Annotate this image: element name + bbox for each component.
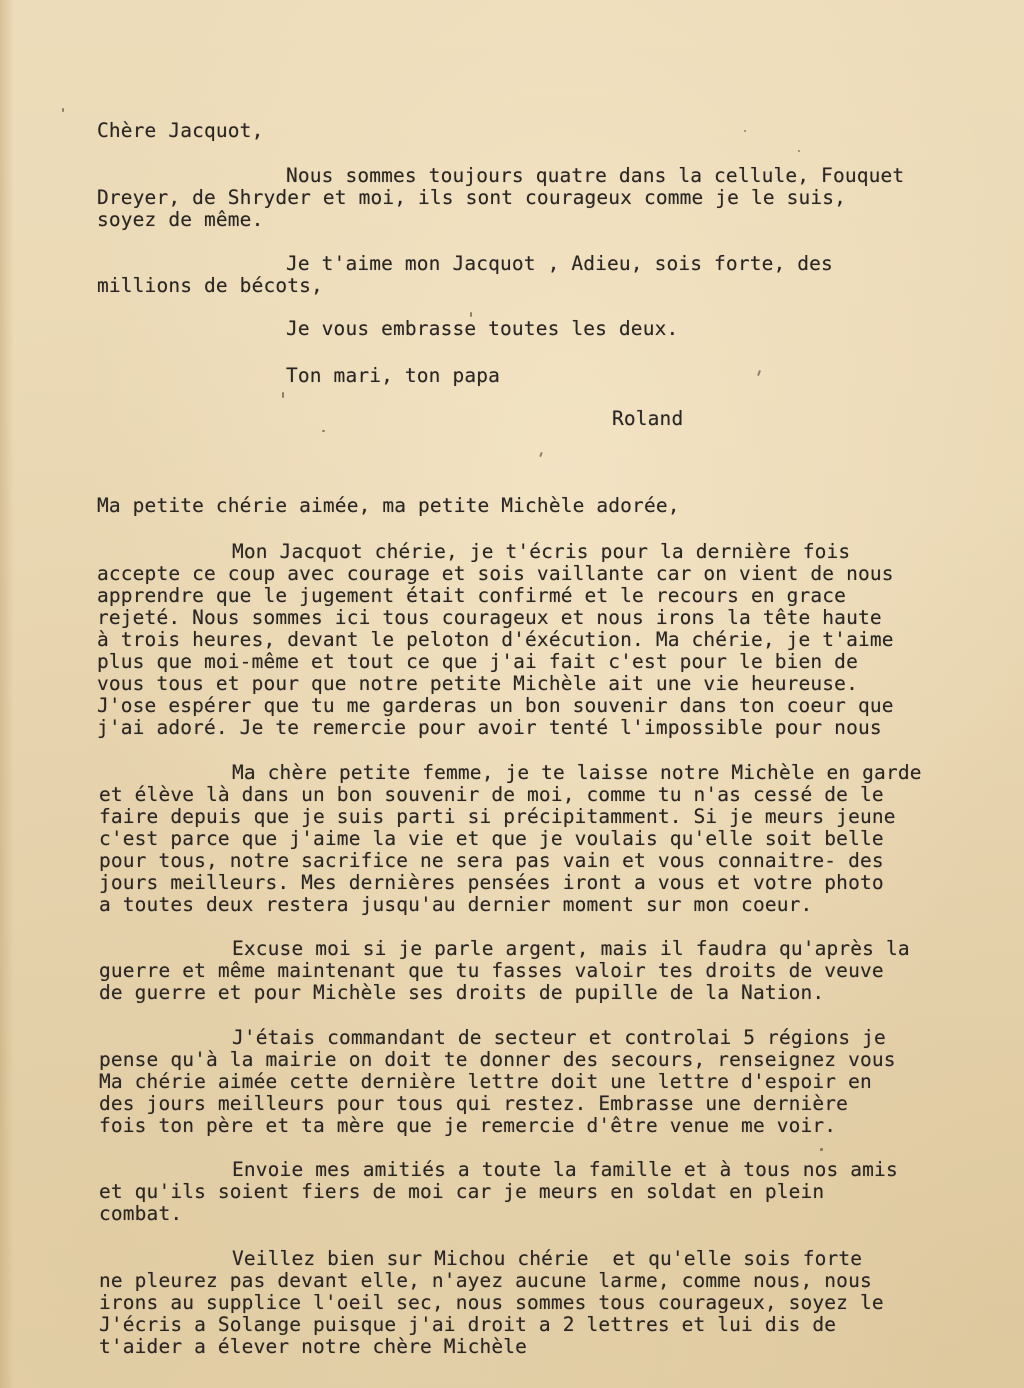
letter-two-paragraph-1-line: à trois heures, devant le peloton d'éxécution. Ma chérie, je t'aime [97,628,894,651]
letter-two-paragraph-4-line: pense qu'à la mairie on doit te donner des secours, renseignez vous [99,1048,896,1071]
letter-two-paragraph-6-line: J'écris a Solange puisque j'ai droit a 2 lettres et lui dis de [99,1313,837,1336]
letter-two-paragraph-6-line: Veillez bien sur Michou chérie et qu'elle sois forte [232,1247,863,1270]
letter-two-paragraph-2-line: jours meilleurs. Mes dernières pensées iront a vous et votre photo [99,871,884,894]
letter-one-paragraph-2-line: millions de bécots, [97,274,323,297]
letter-one-paragraph-3: Je vous embrasse toutes les deux. [286,317,679,340]
letter-one-paragraph-1-line: soyez de même. [97,208,264,231]
letter-two-paragraph-5-line: Envoie mes amitiés a toute la famille et à tous nos amis [232,1158,898,1181]
letter-two-paragraph-5-line: et qu'ils soient fiers de moi car je meurs en soldat en plein [99,1180,825,1203]
letter-two-paragraph-1-line: accepte ce coup avec courage et sois vaillante car on vient de nous [97,562,894,585]
letter-two-paragraph-5-line: combat. [99,1202,183,1225]
letter-two-paragraph-2-line: pour tous, notre sacrifice ne sera pas vain et vous connaitre- des [99,849,884,872]
letter-two-paragraph-2-line: a toutes deux restera jusqu'au dernier moment sur mon coeur. [99,893,813,916]
letter-two-paragraph-4-line: des jours meilleurs pour tous qui restez. Embrasse une dernière [99,1092,849,1115]
letter-two-paragraph-4-line: J'étais commandant de secteur et controlai 5 régions je [232,1026,886,1049]
ink-speck [744,130,746,132]
letter-two-paragraph-1-line: j'ai adoré. Je te remercie pour avoir tenté l'impossible pour nous [97,716,882,739]
letter-one-salutation: Chère Jacquot, [97,119,264,142]
letter-two-paragraph-2-line: et élève là dans un bon souvenir de moi, comme tu n'as cessé de le [99,783,884,806]
paper-edge-shadow [0,0,14,1388]
letter-two-paragraph-6-line: ne pleurez pas devant elle, n'ayez aucune larme, comme nous, nous [99,1269,872,1292]
letter-two-paragraph-1-line: apprendre que le jugement était confirmé et le recours en grace [97,584,847,607]
letter-one-signature: Roland [612,407,684,430]
letter-two-paragraph-6-line: irons au supplice l'oeil sec, nous sommes tous courageux, soyez le [99,1291,884,1314]
letter-two-paragraph-4-line: Ma chérie aimée cette dernière lettre doit une lettre d'espoir en [99,1070,872,1093]
ink-speck [539,452,543,457]
ink-speck [798,150,800,152]
letter-one-closing: Ton mari, ton papa [286,364,501,387]
letter-two-paragraph-3-line: guerre et même maintenant que tu fasses valoir tes droits de veuve [99,959,884,982]
ink-speck [322,430,325,432]
letter-two-paragraph-6-line: t'aider a élever notre chère Michèle [99,1335,528,1358]
letter-two-paragraph-3-line: Excuse moi si je parle argent, mais il faudra qu'après la [232,937,910,960]
letter-two-paragraph-2-line: c'est parce que j'aime la vie et que je voulais qu'elle soit belle [99,827,884,850]
letter-two-paragraph-4-line: fois ton père et ta mère que je remercie d'être venue me voir. [99,1114,837,1137]
letter-two-paragraph-1-line: plus que moi-même et tout ce que j'ai fait c'est pour le bien de [97,650,858,673]
letter-two-paragraph-1-line: J'ose espérer que tu me garderas un bon souvenir dans ton coeur que [97,694,894,717]
letter-two-salutation: Ma petite chérie aimée, ma petite Michèle adorée, [97,494,680,517]
letter-one-paragraph-1-line: Dreyer, de Shryder et moi, ils sont courageux comme je le suis, [97,186,847,209]
letter-two-paragraph-1-line: Mon Jacquot chérie, je t'écris pour la dernière fois [232,540,851,563]
letter-two-paragraph-1-line: rejeté. Nous sommes ici tous courageux et nous irons la tête haute [97,606,882,629]
letter-two-paragraph-2-line: faire depuis que je suis parti si précipitamment. Si je meurs jeune [99,805,896,828]
letter-two-paragraph-2-line: Ma chère petite femme, je te laisse notre Michèle en garde [232,761,922,784]
ink-speck [62,108,64,112]
ink-speck [282,392,284,398]
letter-one-paragraph-1-line: Nous sommes toujours quatre dans la cellule, Fouquet [286,164,905,187]
ink-speck [757,370,761,376]
ink-speck [820,1148,823,1151]
letter-one-paragraph-2-line: Je t'aime mon Jacquot , Adieu, sois forte, des [286,252,833,275]
letter-two-paragraph-1-line: vous tous et pour que notre petite Michèle ait une vie heureuse. [97,672,858,695]
letter-two-paragraph-3-line: de guerre et pour Michèle ses droits de pupille de la Nation. [99,981,825,1004]
